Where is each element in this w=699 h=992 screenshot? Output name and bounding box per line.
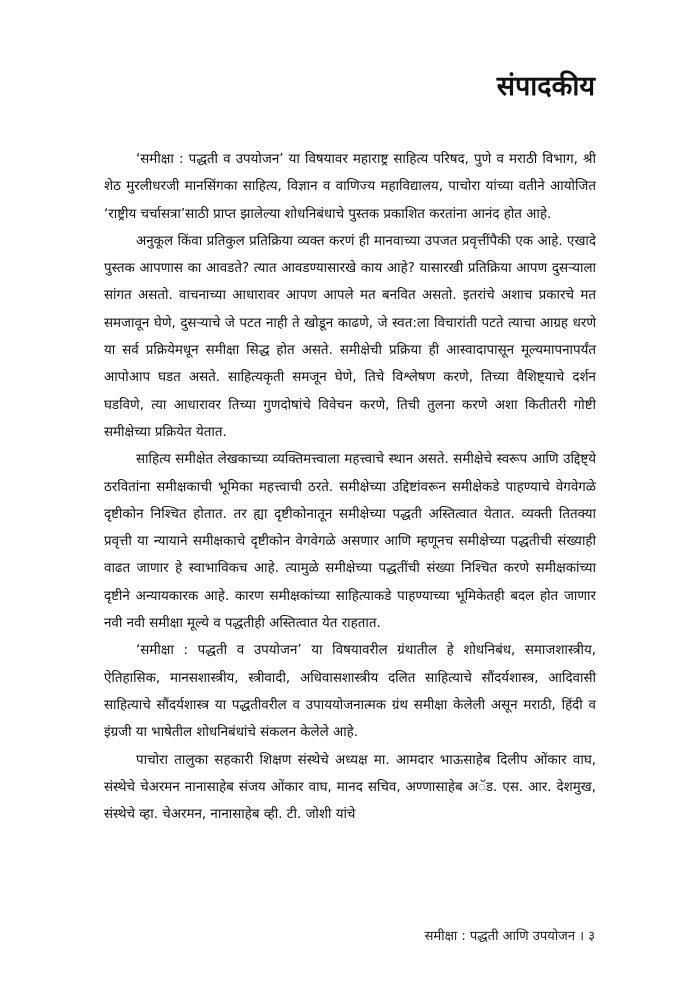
- paragraph-critic-role: साहित्य समीक्षेत लेखकाच्या व्यक्तिमत्त्वाला महत्त्वाचे स्थान असते. समीक्षेचे स्वरूप आणि उद्दिष्ट्ये ठरवितांना समीक्षकाची भूमिका महत्त्वाची ठरते. समीक्षेच्या उद्दिष्टांवरून समीक्षेकडे पाहण्याचे वेगवेगळे दृष्टीकोन निश्चित होतात. तर ह्या दृष्टीकोनातून समीक्षेच्या पद्धती अस्तित्वात येतात. व्यक्ती तितक्या प्रवृत्ती या न्यायाने समीक्षकाचे दृष्टीकोन वेगवेगळे असणार आणि म्हणूनच समीक्षेच्या पद्धतीची संख्याही वाढत जाणार हे स्वाभाविकच आहे. त्यामुळे समीक्षेच्या पद्धतींची संख्या निश्चित करणे समीक्षकांच्या दृष्टीने अन्यायकारक आहे. कारण समीक्षकांच्या साहित्याकडे पाहण्याच्या भूमिकेतही बदल होत जाणार नवी नवी समीक्षा मूल्ये व पद्धतीही अस्तित्वात येत राहतात.: [104, 452, 596, 632]
- running-footer: समीक्षा : पद्धती आणि उपयोजन । ३: [424, 929, 595, 944]
- page-title: संपादकीय: [496, 71, 595, 102]
- paragraph-acknowledgement: पाचोरा तालुका सहकारी शिक्षण संस्थेचे अध्यक्ष मा. आमदार भाऊसाहेब दिलीप ओंकार वाघ, संस्थेचे चेअरमन नानासाहेब संजय ओंकार वाघ, मानद सचिव, अण्णासाहेब अॅड. एस. आर. देशमुख, संस्थेचे व्हा. चेअरमन, नानासाहेब व्ही. टी. जोशी यांचे: [104, 752, 596, 823]
- paragraph-reaction: अनुकूल किंवा प्रतिकुल प्रतिक्रिया व्यक्त करणं ही मानवाच्या उपजत प्रवृत्तींपैकी एक आहे. एखादे पुस्तक आपणास का आवडते? त्यात आवडण्यासारखे काय आहे? यासारखी प्रतिक्रिया आपण दुसऱ्याला सांगत असतो. वाचनाच्या आधारावर आपण आपले मत बनवित असतो. इतरांचे अशाच प्रकारचे मत समजावून घेणे, दुसऱ्याचे जे पटत नाही ते खोडून काढणे, जे स्वत:ला विचारांती पटते त्याचा आग्रह धरणे या सर्व प्रक्रियेमधून समीक्षा सिद्ध होत असते. समीक्षेची प्रक्रिया ही आस्वादापासून मूल्यमापनापर्यंत आपोआप घडत असते. साहित्यकृती समजून घेणे, तिचे विश्लेषण करणे, तिच्या वैशिष्ट्याचे दर्शन घडविणे, त्या आधारावर तिच्या गुणदोषांचे विवेचन करणे, तिची तुलना करणे अशा कितीतरी गोष्टी समीक्षेच्या प्रक्रियेत येतात.: [104, 233, 596, 440]
- paragraph-intro: ‘समीक्षा : पद्धती व उपयोजन’ या विषयावर महाराष्ट्र साहित्य परिषद, पुणे व मराठी विभाग, श्री शेठ मुरलीधरजी मानसिंगका साहित्य, विज्ञान व वाणिज्य महाविद्यालय, पाचोरा यांच्या वतीने आयोजित ‘राष्ट्रीय चर्चासत्रा’साठी प्राप्त झालेल्या शोधनिबंधाचे पुस्तक प्रकाशित करतांना आनंद होत आहे.: [104, 152, 596, 222]
- body-text: [104, 146, 596, 828]
- paragraph-book-contents: ‘समीक्षा : पद्धती व उपयोजन’ या विषयावरील ग्रंथातील हे शोधनिबंध, समाजशास्त्रीय, ऐतिहासिक, मानसशास्त्रीय, स्त्रीवादी, अधिवासशास्त्रीय दलित साहित्याचे सौंदर्यशास्त्र, आदिवासी साहित्याचे सौंदर्यशास्त्र या पद्धतीवरील व उपाययोजनात्मक ग्रंथ समीक्षा केलेली असून मराठी, हिंदी व इंग्रजी या भाषेतील शोधनिबंधांचे संकलन केलेले आहे.: [104, 643, 596, 741]
